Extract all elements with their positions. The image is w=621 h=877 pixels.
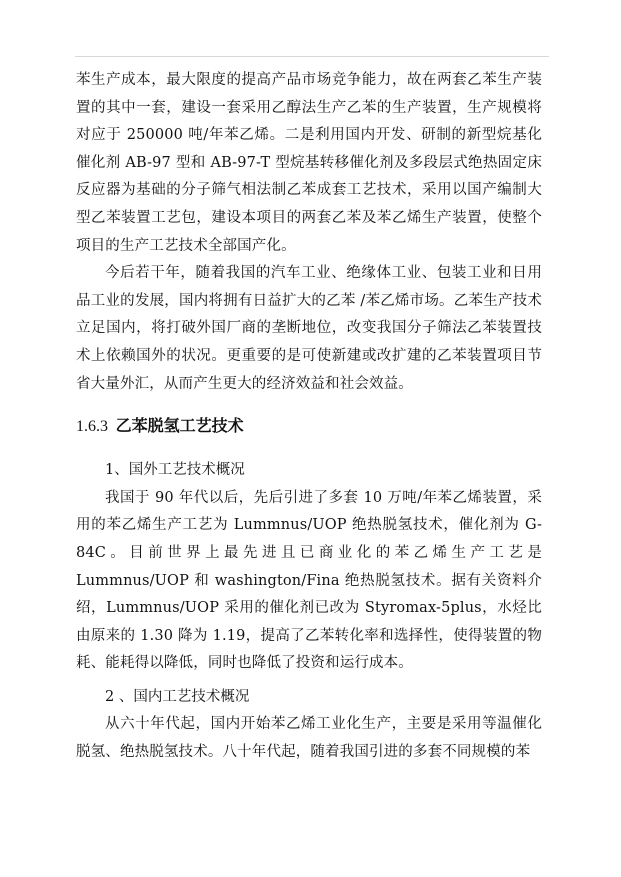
paragraph-1: 苯生产成本，最大限度的提高产品市场竞争能力，故在两套乙苯生产装置的其中一套，建设一套采用乙醇法生产乙苯的生产装置，生产规模将对应于 250000 吨/年苯乙烯。二是利用国内开发、研制的新型烷基化催化剂 AB-97 型和 AB-97-T 型烷基转移催化剂及多段层式绝热固定床反应器为基础的分子筛气相法制乙苯成套工艺技术，采用以国产编制大型乙苯装置工艺包，建设本项目的两套乙苯及苯乙烯生产装置，使整个项目的生产工艺技术全部国产化。 bbox=[76, 72, 542, 254]
subsection-foreign-title: 1、国外工艺技术概况 bbox=[105, 462, 245, 479]
section-title: 乙苯脱氢工艺技术 bbox=[115, 416, 244, 436]
section-heading bbox=[76, 412, 542, 441]
section-number: 1.6.3 bbox=[76, 418, 108, 436]
paragraph-4: 从六十年代起，国内开始苯乙烯工业化生产，主要是采用等温催化脱氢、绝热脱氢技术。八十年代起，随着我国引进的多套不同规模的苯 bbox=[76, 716, 542, 761]
document-body bbox=[76, 67, 542, 767]
header-rule bbox=[75, 56, 549, 57]
subsection-domestic-title: 2 、国内工艺技术概况 bbox=[105, 688, 250, 705]
paragraph-3: 我国于 90 年代以后，先后引进了多套 10 万吨/年苯乙烯装置，采用的苯乙烯生产工艺为 Lummnus/UOP 绝热脱氢技术，催化剂为 G-84C。目前世界上最先进且已商业化的苯乙烯生产工艺是 Lummnus/UOP 和 washington/Fina 绝热脱氢技术。据有关资料介绍，Lummnus/UOP 采用的催化剂已改为 Styromax-5plus，水烃比由原来的 1.30 降为 1.19，提高了乙苯转化率和选择性，使得装置的物耗、能耗得以降低，同时也降低了投资和运行成本。 bbox=[76, 489, 542, 672]
paragraph-2: 今后若干年，随着我国的汽车工业、绝缘体工业、包装工业和日用品工业的发展，国内将拥有日益扩大的乙苯 /苯乙烯市场。乙苯生产技术立足国内，将打破外国厂商的垄断地位，改变我国分子筛法乙苯装置技术上依赖国外的状况。更重要的是可使新建或改扩建的乙苯装置项目节省大量外汇，从而产生更大的经济效益和社会效益。 bbox=[76, 265, 542, 392]
